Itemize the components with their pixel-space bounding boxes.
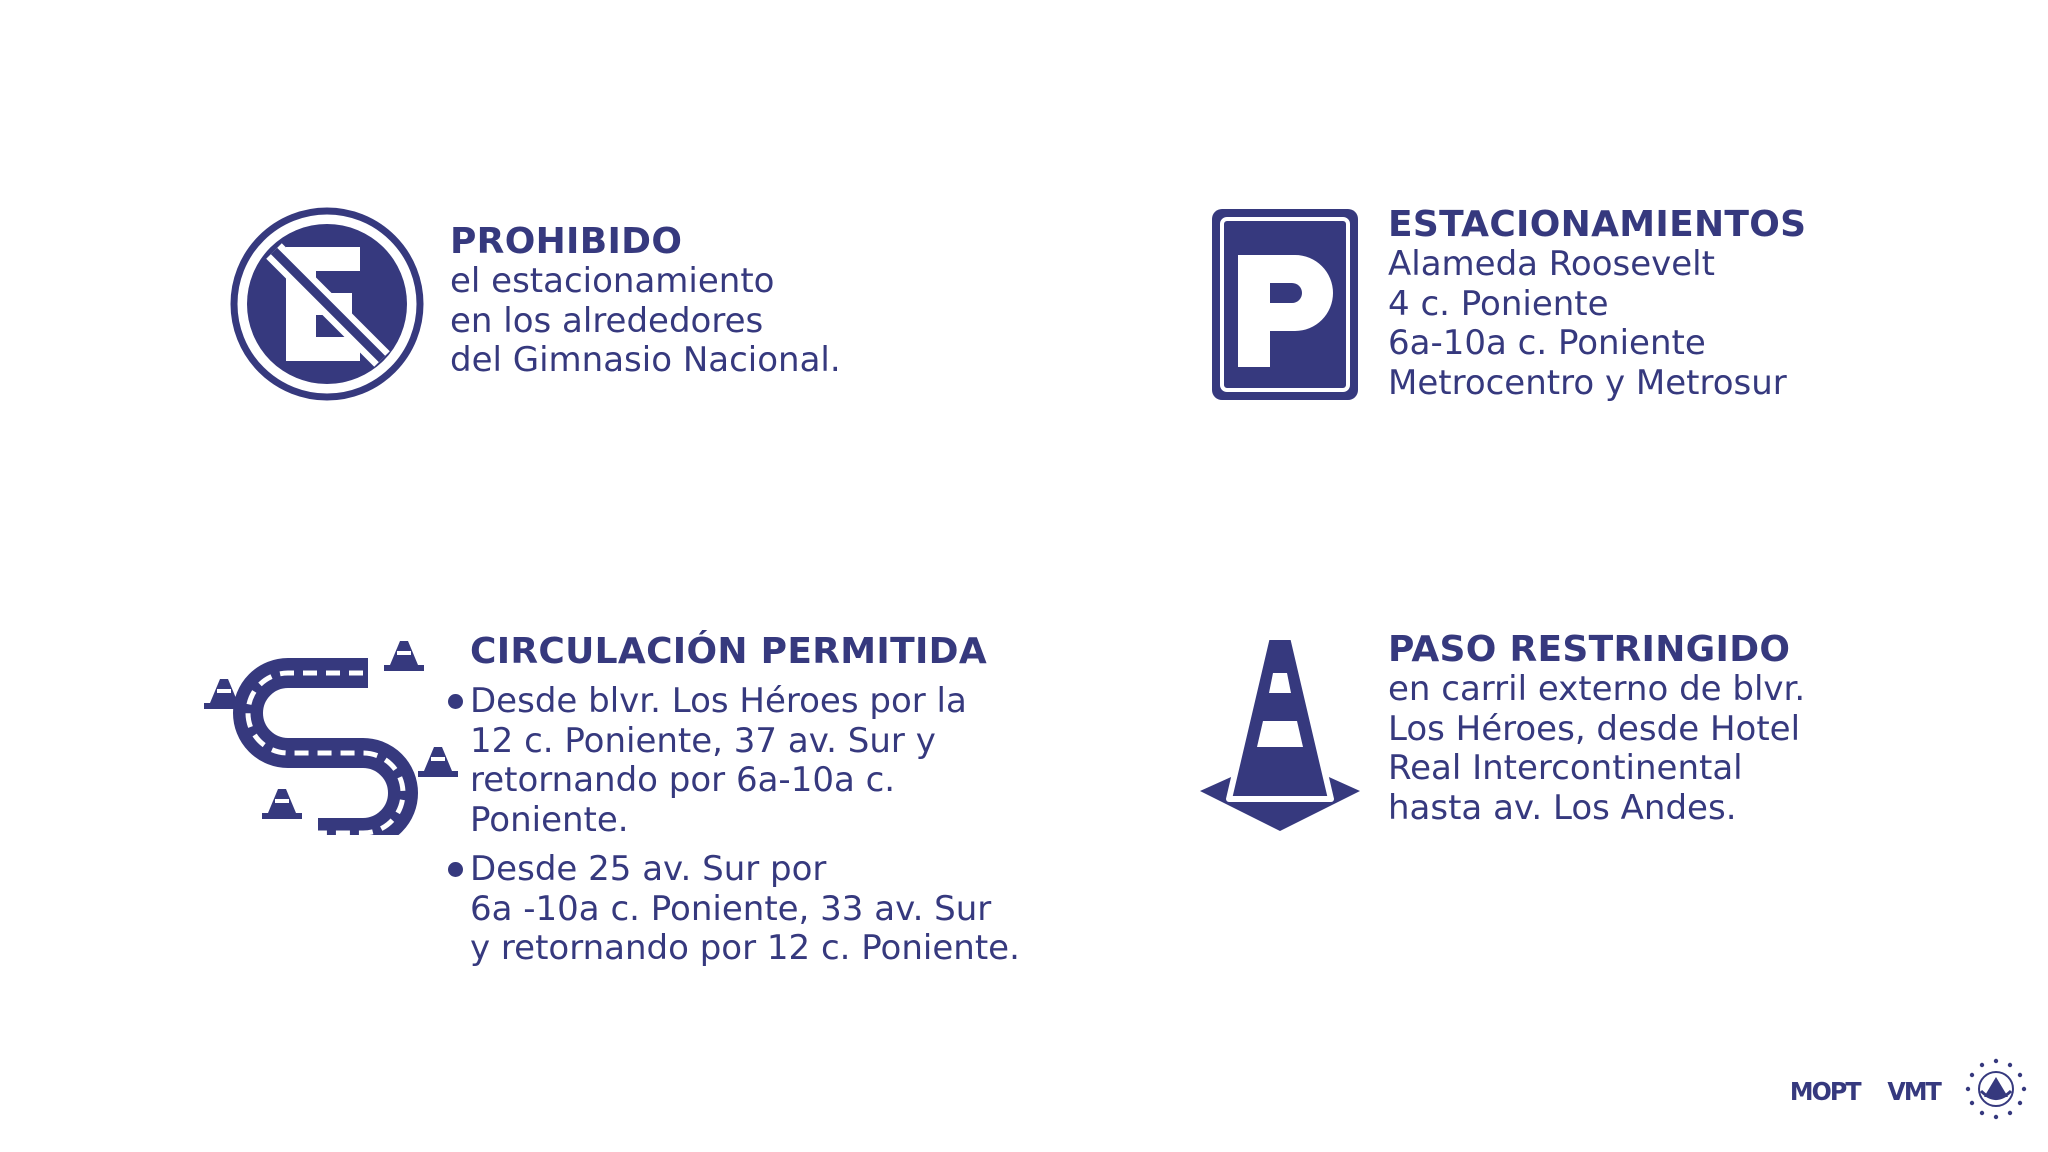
paso-line: hasta av. Los Andes. <box>1388 787 1737 828</box>
no-parking-icon <box>230 207 424 405</box>
circulacion-title: CIRCULACIÓN PERMITIDA <box>470 631 987 672</box>
parking-icon <box>1210 207 1360 406</box>
bullet-dot-icon <box>448 694 463 709</box>
paso-title: PASO RESTRINGIDO <box>1388 629 1791 670</box>
circulacion-line: Poniente. <box>470 799 629 840</box>
prohibido-line: del Gimnasio Nacional. <box>450 340 841 380</box>
estacionamientos-line: Metrocentro y Metrosur <box>1388 362 1787 403</box>
footer-logos <box>1788 1058 2027 1124</box>
circulacion-bullet <box>470 682 1020 840</box>
circulacion-line: Desde 25 av. Sur por <box>470 849 827 889</box>
bullet-dot-icon <box>448 862 463 877</box>
estacionamientos-line: 6a-10a c. Poniente <box>1388 323 1706 363</box>
circulacion-line: 6a -10a c. Poniente, 33 av. Sur <box>470 888 992 929</box>
paso-line: Los Héroes, desde Hotel <box>1388 708 1801 749</box>
circulacion-block <box>470 632 1020 969</box>
estacionamientos-title: ESTACIONAMIENTOS <box>1388 204 1807 245</box>
circulacion-line: Desde blvr. Los Héroes por la <box>470 681 967 721</box>
paso-line: en carril externo de blvr. <box>1388 669 1806 709</box>
paso-line: Real Intercontinental <box>1388 748 1743 788</box>
estacionamientos-line: Alameda Roosevelt <box>1388 244 1715 284</box>
estacionamientos-line: 4 c. Poniente <box>1388 283 1609 324</box>
paso-block <box>1388 630 1805 828</box>
prohibido-line: el estacionamiento <box>450 261 775 301</box>
circulacion-bullet <box>470 850 1020 969</box>
winding-road-icon <box>198 635 458 839</box>
estacionamientos-block <box>1388 205 1806 403</box>
prohibido-block <box>450 222 841 381</box>
prohibido-line: en los alrededores <box>450 300 764 341</box>
vmt-logo: VMT <box>1886 1076 1940 1106</box>
traffic-cone-icon <box>1195 633 1365 837</box>
circulacion-line: 12 c. Poniente, 37 av. Sur y <box>470 720 936 761</box>
circulacion-line: retornando por 6a-10a c. <box>470 760 896 800</box>
el-salvador-seal-icon <box>1965 1058 2027 1124</box>
circulacion-line: y retornando por 12 c. Poniente. <box>470 928 1020 968</box>
prohibido-title: PROHIBIDO <box>450 221 683 262</box>
mopt-logo: MOPT <box>1789 1076 1860 1106</box>
